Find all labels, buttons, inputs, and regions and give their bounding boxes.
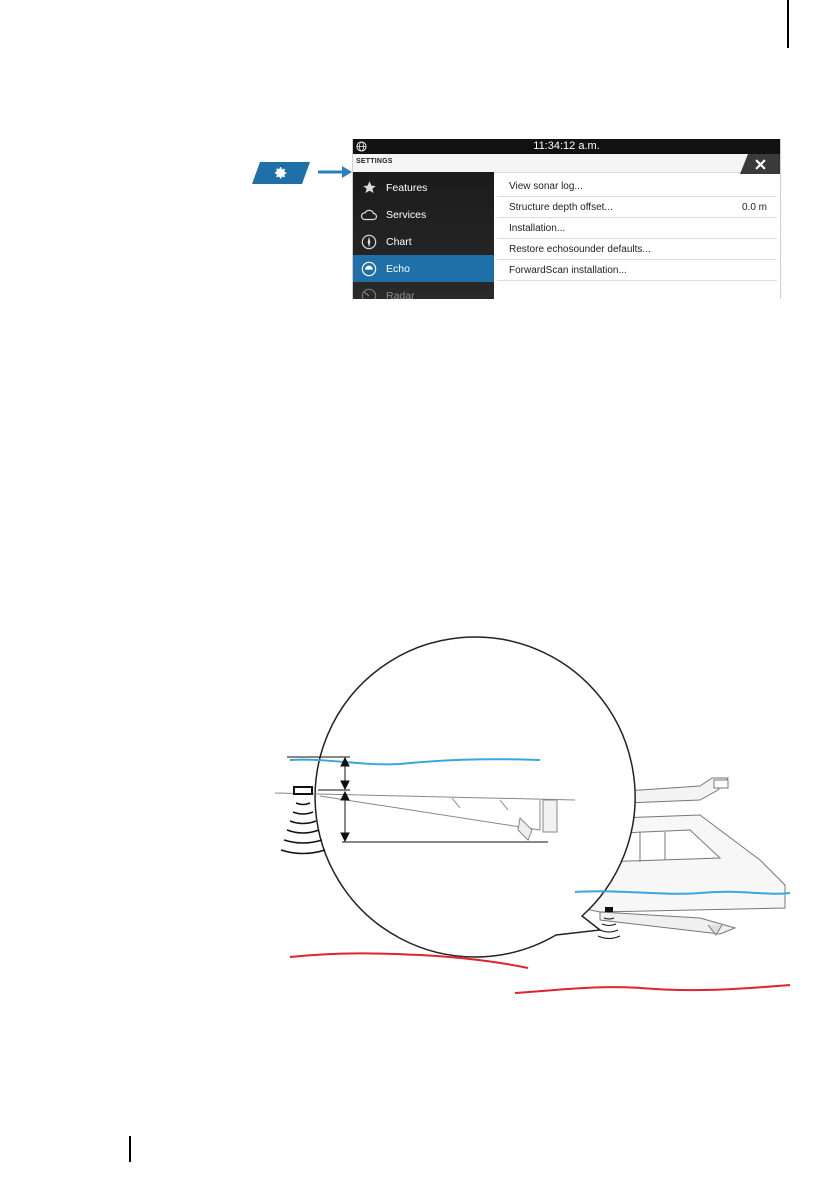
list-item-label: View sonar log... — [509, 180, 583, 192]
sidebar-item-label: Echo — [386, 262, 410, 275]
sidebar-item-label: Features — [386, 181, 428, 194]
page-title: SETTINGS — [356, 158, 393, 165]
footer-margin-bar — [129, 1136, 131, 1162]
magnifier-circle — [315, 637, 635, 957]
transducer-icon — [294, 787, 312, 794]
transducer-small-icon — [605, 907, 613, 912]
status-time: 11:34:12 a.m. — [533, 140, 600, 152]
list-item-label: Installation... — [509, 222, 566, 234]
structure-depth-offset-value: 0.0 m — [741, 201, 767, 213]
list-item-label: Restore echosounder defaults... — [509, 243, 651, 255]
seabed-line-outside — [515, 985, 790, 993]
list-item-label: Structure depth offset... — [509, 201, 613, 213]
sidebar-item-label: Services — [386, 208, 427, 221]
sidebar-item-label: Chart — [386, 235, 412, 248]
list-item-label: ForwardScan installation... — [509, 264, 627, 276]
sidebar-item-label: Radar — [386, 289, 415, 299]
